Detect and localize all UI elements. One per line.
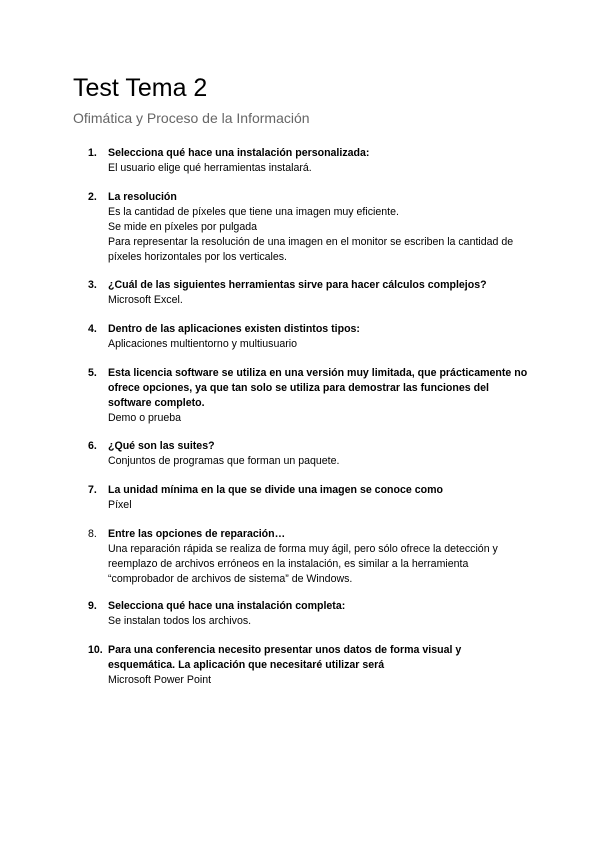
question-number: 3. [88, 279, 97, 291]
question-item-2 [88, 190, 528, 265]
question-number: 9. [88, 600, 97, 612]
question-text: Entre las opciones de reparación… [108, 528, 286, 540]
answer-text: Para representar la resolución de una imagen en el monitor se escriben la cantidad de píxeles horizontales por los verticales. [108, 236, 514, 263]
answer-text: Se instalan todos los archivos. [108, 615, 252, 627]
question-text: Dentro de las aplicaciones existen distintos tipos: [108, 323, 360, 335]
answer-text: Aplicaciones multientorno y multiusuario [108, 338, 298, 350]
answer-text: Microsoft Excel. [108, 294, 183, 306]
question-number: 10. [88, 644, 103, 656]
question-item-7 [88, 483, 528, 513]
answer-text: Una reparación rápida se realiza de forma muy ágil, pero sólo ofrece la detección y reemplazo de archivos erróneos en la instalación, es similar a la herramienta “comprobador de archivos de sistema” de Windows. [108, 543, 498, 585]
page-subtitle: Ofimática y Proceso de la Información [73, 110, 310, 126]
answer-text: Es la cantidad de píxeles que tiene una imagen muy eficiente. [108, 206, 399, 218]
question-number: 6. [88, 440, 97, 452]
question-text: Selecciona qué hace una instalación personalizada: [108, 147, 370, 159]
question-item-5 [88, 366, 528, 426]
question-number: 4. [88, 323, 97, 335]
question-item-8 [88, 527, 528, 587]
question-number: 1. [88, 147, 97, 159]
question-item-10 [88, 643, 528, 688]
question-text: ¿Qué son las suites? [108, 440, 215, 452]
answer-text: Píxel [108, 499, 132, 511]
answer-text: Conjuntos de programas que forman un paquete. [108, 455, 340, 467]
question-item-6 [88, 439, 528, 469]
question-text: ¿Cuál de las siguientes herramientas sirve para hacer cálculos complejos? [108, 279, 487, 291]
answer-text: Demo o prueba [108, 412, 182, 424]
question-item-3 [88, 278, 528, 308]
question-number: 5. [88, 367, 97, 379]
question-item-9 [88, 599, 528, 629]
answer-text: El usuario elige qué herramientas instalará. [108, 162, 312, 174]
question-text: La resolución [108, 191, 177, 203]
question-text: Para una conferencia necesito presentar unos datos de forma visual y esquemática. La aplicación que necesitaré utilizar será [108, 644, 462, 671]
answer-text: Se mide en píxeles por pulgada [108, 221, 258, 233]
question-text: Esta licencia software se utiliza en una versión muy limitada, que prácticamente no ofrece opciones, ya que tan solo se utiliza para demostrar las funciones del software completo. [108, 367, 528, 409]
question-number: 2. [88, 191, 97, 203]
page-title: Test Tema 2 [73, 74, 208, 102]
question-number: 7. [88, 484, 97, 496]
question-text: Selecciona qué hace una instalación completa: [108, 600, 346, 612]
question-number: 8. [88, 528, 97, 540]
answer-text: Microsoft Power Point [108, 674, 212, 686]
question-item-1 [88, 146, 528, 176]
question-item-4 [88, 322, 528, 352]
question-text: La unidad mínima en la que se divide una imagen se conoce como [108, 484, 443, 496]
